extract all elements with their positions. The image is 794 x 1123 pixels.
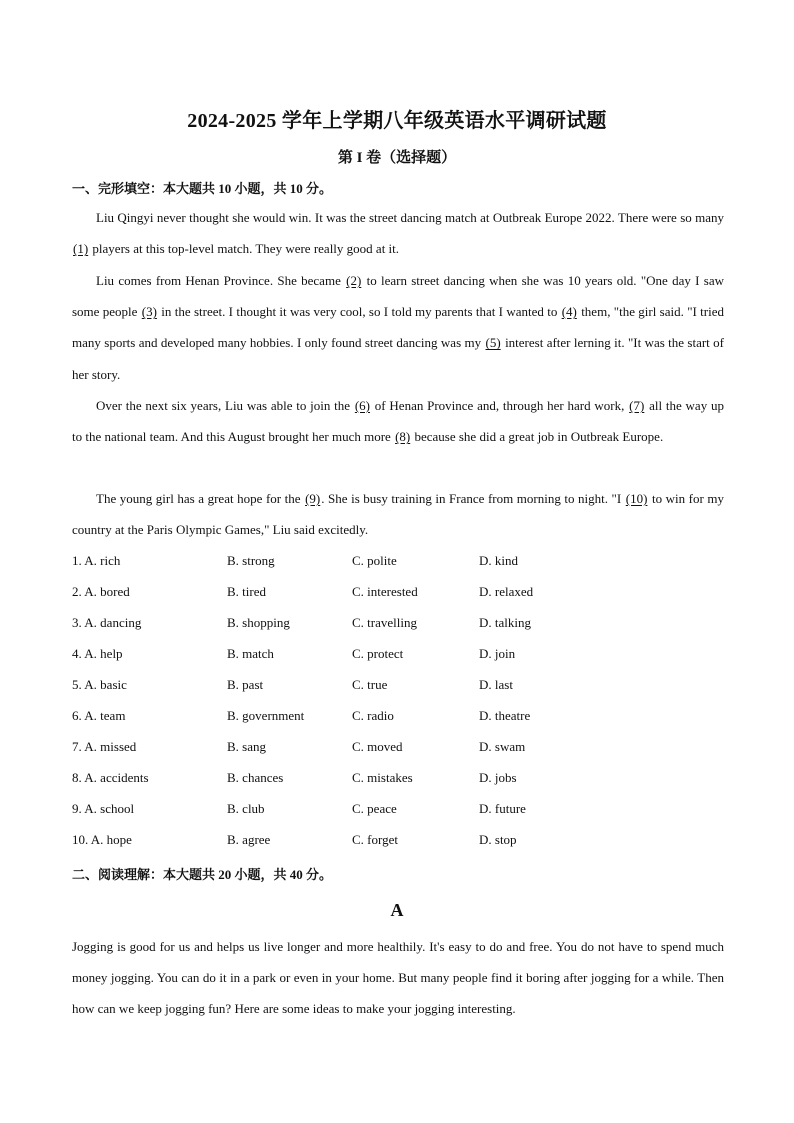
option-a: 7. A. missed [72,739,137,754]
text-run: . She is busy training in France from morning to night. "I [321,491,625,506]
option-a: 3. A. dancing [72,615,142,630]
blank-4: (4) [561,304,577,320]
option-c: C. interested [352,584,418,599]
option-b: B. agree [227,832,271,847]
option-c: C. radio [352,708,394,723]
option-c: C. true [352,677,388,692]
option-b: B. match [227,646,274,661]
blank-7: (7) [629,398,645,413]
option-a: 6. A. team [72,708,126,723]
text-run: to win for my country at the Paris Olympic Games," Liu said excitedly. [72,491,724,538]
option-a: 4. A. help [72,646,123,661]
blank-10: (10) [625,491,648,506]
option-c: C. travelling [352,615,417,630]
question-options-6 [72,708,672,728]
text-run: in the street. I thought it was very cool, so I told my parents that I wanted to [157,304,561,320]
question-options-10 [72,832,672,852]
text-run: Over the next six years, Liu was able to join the [96,398,354,413]
option-a: 8. A. accidents [72,770,149,785]
section-heading-cloze: 一、完形填空：本大题共 10 小题，共 10 分。 [72,181,333,196]
question-options-7 [72,739,672,759]
question-options-3 [72,615,672,635]
text-run: to learn street dancing when she was 10 years old. "One day I saw some people [72,273,724,320]
blank-6: (6) [354,398,371,413]
option-a: 5. A. basic [72,677,127,692]
option-b: B. shopping [227,615,290,630]
blank-5: (5) [485,335,501,351]
text-run: of Henan Province and, through her hard work, [371,398,629,413]
option-d: D. last [479,677,513,692]
option-c: C. mistakes [352,770,413,785]
text-run: because she did a great job in Outbreak Europe. [411,429,664,445]
cloze-paragraph-4 [72,483,724,545]
option-b: B. past [227,677,264,692]
passage-a-heading: A [390,900,404,920]
option-b: B. tired [227,584,266,599]
question-options-4 [72,646,672,666]
option-a: 1. A. rich [72,553,121,568]
text-run: players at this top-level match. They were really good at it. [89,241,400,257]
option-d: D. relaxed [479,584,534,599]
option-c: C. moved [352,739,403,754]
blank-3: (3) [141,304,157,320]
option-c: C. polite [352,553,397,568]
option-a: 10. A. hope [72,832,132,847]
option-b: B. sang [227,739,266,754]
text-run: all the way up to the national team. And this August brought her much more [72,398,724,445]
blank-8: (8) [395,429,411,445]
option-d: D. kind [479,553,518,568]
option-d: D. future [479,801,526,816]
text-run: Liu Qingyi never thought she would win. It was the street dancing match at Outbreak Europe 2022. There were so many [96,210,724,225]
option-b: B. chances [227,770,284,785]
blank-1: (1) [73,241,89,257]
option-d: D. join [479,646,516,661]
option-d: D. theatre [479,708,531,723]
option-d: D. talking [479,615,531,630]
text-run: them, "the girl said. "I tried many sports and developed many hobbies. I only found street dancing was my [72,304,725,351]
option-d: D. swam [479,739,526,754]
option-d: D. stop [479,832,517,847]
blank-2: (2) [346,273,362,288]
text-run: The young girl has a great hope for the [96,491,305,506]
option-c: C. peace [352,801,397,816]
option-c: C. protect [352,646,404,661]
passage-a-text: Jogging is good for us and helps us live longer and more healthily. It's easy to do and free. You do not have to spend much money jogging. You can do it in a park or even in your home. But many people find it boring after jogging for a while. Then how can we keep jogging fun? Here are some ideas to make your jogging interesting. [72,939,724,1017]
blank-9: (9) [305,491,321,506]
option-b: B. strong [227,553,275,568]
cloze-paragraph-3 [72,390,724,452]
section-heading-reading: 二、阅读理解：本大题共 20 小题，共 40 分。 [72,867,333,882]
text-run: Liu comes from Henan Province. She became [96,273,346,288]
option-d: D. jobs [479,770,517,785]
question-options-2 [72,584,672,604]
option-b: B. club [227,801,265,816]
option-c: C. forget [352,832,398,847]
text-run: interest after lerning it. "It was the start of her story. [72,335,725,382]
page-title: 2024-2025 学年上学期八年级英语水平调研试题 [187,110,607,132]
question-options-9 [72,801,672,821]
option-b: B. government [227,708,305,723]
option-a: 9. A. school [72,801,135,816]
question-options-8 [72,770,672,790]
option-a: 2. A. bored [72,584,130,599]
question-options-1 [72,553,672,573]
question-options-5 [72,677,672,697]
cloze-paragraph-1 [72,202,724,264]
cloze-paragraph-2 [72,265,724,390]
page-subtitle: 第 I 卷（选择题） [337,150,457,166]
